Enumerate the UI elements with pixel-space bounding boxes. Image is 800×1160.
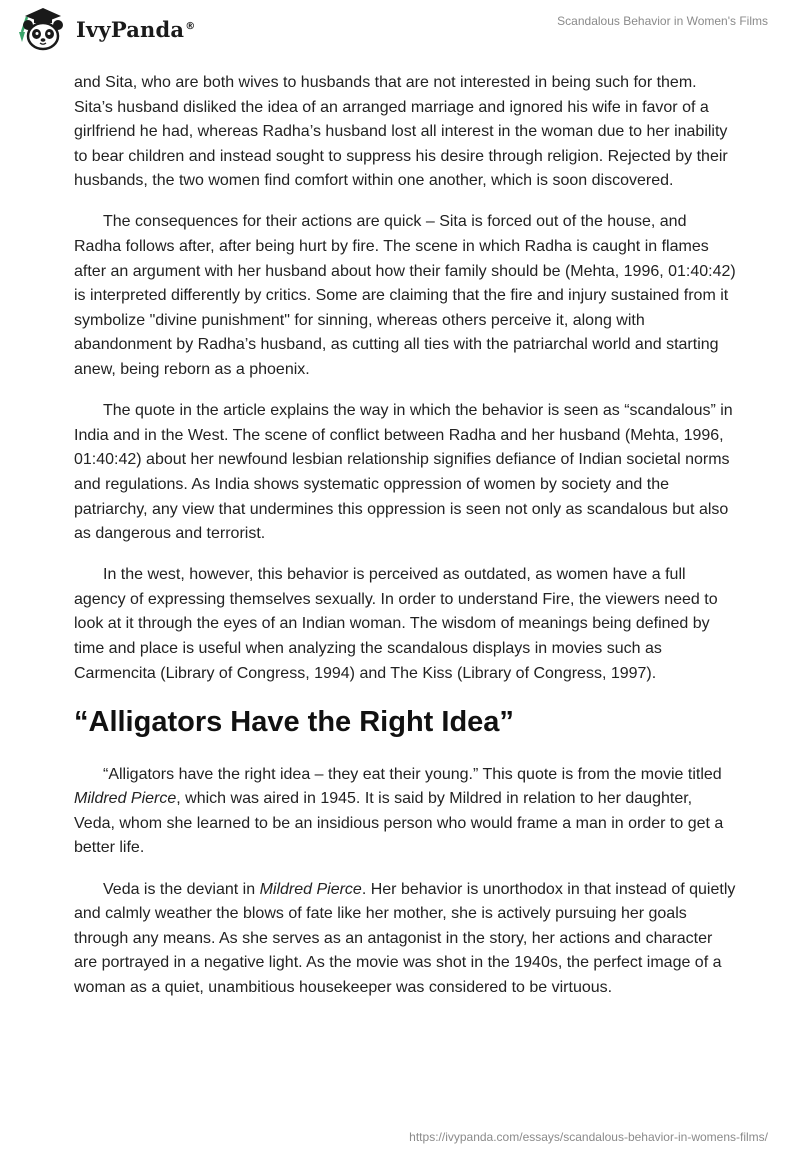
movie-title-italic: Mildred Pierce xyxy=(259,880,362,898)
paragraph-3: The quote in the article explains the way in which the behavior is seen as “scandalous” in India and in the West. The scene of conflict between Radha and her husband (Mehta, 1996, 01:40:42) about her newfound lesbian relationship signifies defiance of Indian societal norms and regulations. As India shows systematic oppression of women by society and the patriarchy, any view that undermines this oppression is seen not only as scandalous but also as dangerous and terrorist. xyxy=(74,402,733,543)
paragraph-5-text-end: , which was aired in 1945. It is said by Mildred in relation to her daughter, Veda, whom she learned to be an insidious person who would frame a man in order to get a better life. xyxy=(74,790,724,857)
paragraph-6-text-start: Veda is the deviant in xyxy=(103,880,260,898)
paragraph-6 xyxy=(74,878,736,1001)
ivypanda-logo[interactable] xyxy=(14,6,195,52)
page-header xyxy=(0,0,800,60)
paragraph-1: and Sita, who are both wives to husbands that are not interested in being such for them. Sita’s husband disliked the idea of an arranged marriage and ignored his wife in favor of a girlfriend he had, whereas Radha’s husband lost all interest in the woman due to her inability to bear children and instead sought to suppress his desire through religion. Rejected by their husbands, the two women find comfort within one another, which is soon discovered. xyxy=(74,74,728,190)
section-heading: “Alligators Have the Right Idea” xyxy=(74,705,514,738)
essay-body xyxy=(74,71,736,1017)
paragraph-6-text-end: . Her behavior is unorthodox in that instead of quietly and calmly weather the blows of fate like her mother, she is actively pursuing her goals through any means. As she serves as an antagonist in the story, her actions and character are portrayed in a negative light. As the movie was shot in the 1940s, the perfect image of a woman as a quiet, unambitious housekeeper was considered to be virtuous. xyxy=(74,880,736,996)
paragraph-4: In the west, however, this behavior is perceived as outdated, as women have a full agency of expressing themselves sexually. In order to understand Fire, the viewers need to look at it through the eyes of an Indian woman. The wisdom of meanings being defined by time and place is useful when analyzing the scandalous displays in movies such as Carmencita (Library of Congress, 1994) and The Kiss (Library of Congress, 1997). xyxy=(74,566,718,682)
source-url[interactable]: https://ivypanda.com/essays/scandalous-behavior-in-womens-films/ xyxy=(409,1130,768,1144)
document-title: Scandalous Behavior in Women's Films xyxy=(557,14,768,28)
logo-wordmark: IvyPanda® xyxy=(76,16,196,42)
movie-title-italic: Mildred Pierce xyxy=(74,790,177,808)
paragraph-5 xyxy=(74,763,736,861)
paragraph-2: The consequences for their actions are quick – Sita is forced out of the house, and Radha follows after, after being hurt by fire. The scene in which Radha is caught in flames after an argument with her husband about how their family should be (Mehta, 1996, 01:40:42) is interpreted differently by critics. Some are claiming that the fire and injury sustained from it symbolize "divine punishment" for sinning, whereas others perceive it, along with abandonment by Radha’s husband, as cutting all ties with the patriarchal world and starting anew, being reborn as a phoenix. xyxy=(74,213,736,379)
paragraph-5-text-start: “Alligators have the right idea – they eat their young.” This quote is from the movie titled xyxy=(103,765,722,783)
panda-graduate-icon xyxy=(14,6,72,52)
